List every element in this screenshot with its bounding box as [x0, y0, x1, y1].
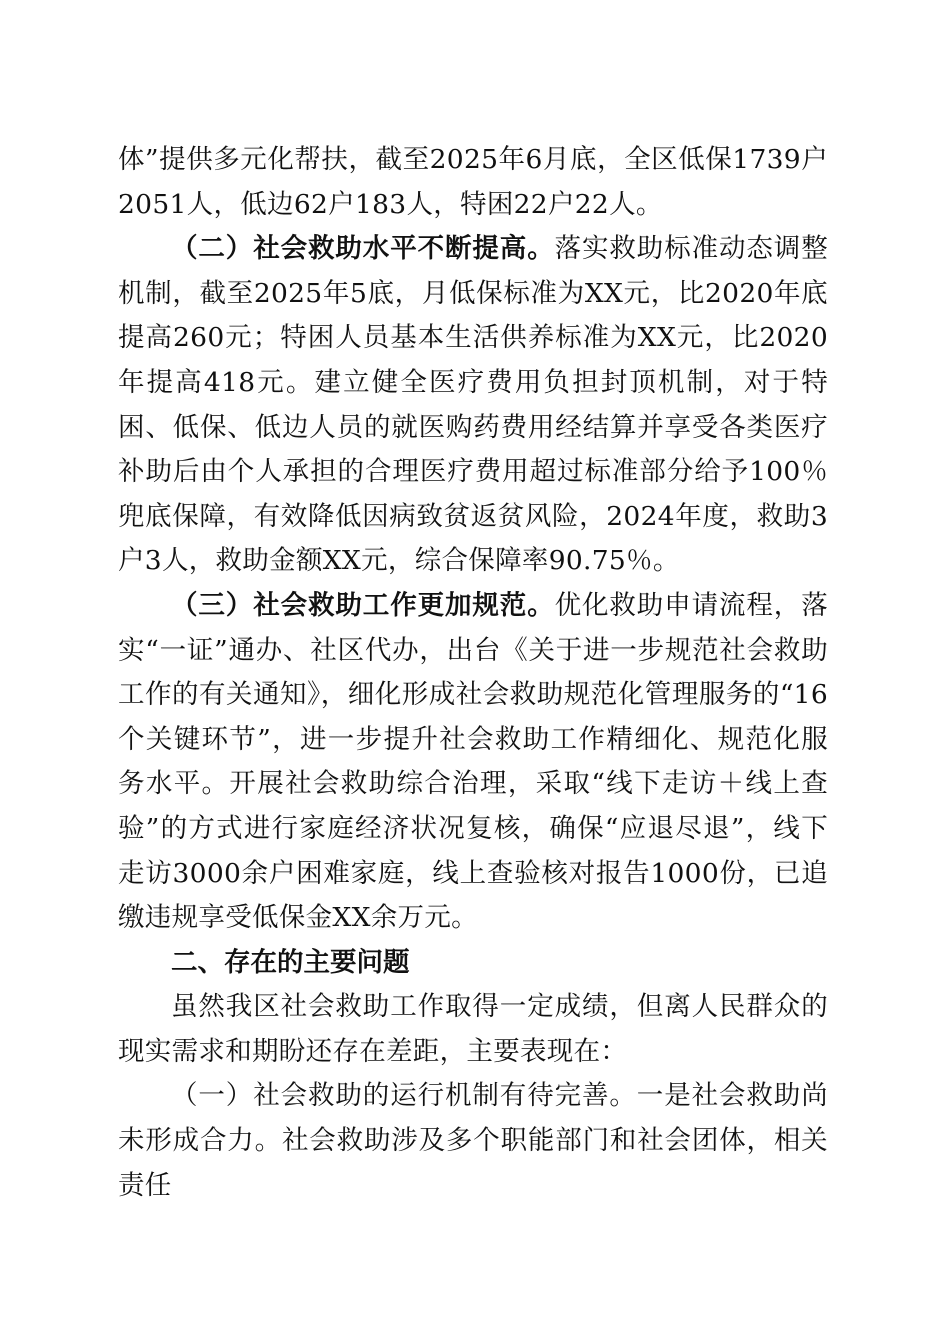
paragraph-text: 虽然我区社会救助工作取得一定成绩，但离人民群众的现实需求和期盼还存在差距，主要表现在： — [118, 991, 828, 1067]
paragraph-text: 优化救助申请流程，落实“一证”通办、社区代办，出台《关于进一步规范社会救助工作的有关通知》，细化形成社会救助规范化管理服务的“16个关键环节”，进一步提升社会救助工作精细化、规范化服务水平。开展社会救助综合治理，采取“线下走访＋线上查验”的方式进行家庭经济状况复核，确保“应退尽退”，线下走访3000余户困难家庭，线上查验核对报告1000份，已追缴违规享受低保金XX余万元。 — [118, 589, 829, 934]
paragraph-lead: （三）社会救助工作更加规范。 — [171, 589, 555, 621]
paragraph-social-assistance-standardization — [118, 584, 828, 941]
paragraph-problems-intro — [118, 985, 828, 1074]
paragraph-operating-mechanism — [118, 1074, 828, 1208]
paragraph-social-assistance-level — [118, 227, 828, 584]
paragraph-lead: （一）社会救助的运行机制有待完善。 — [171, 1080, 637, 1112]
paragraph-text: 落实救助标准动态调整机制，截至2025年5底，月低保标准为XX元，比2020年底提高260元；特困人员基本生活供养标准为XX元，比2020年提高418元。建立健全医疗费用负担封顶机制，对于特困、低保、低边人员的就医购药费用经结算并享受各类医疗补助后由个人承担的合理医疗费用超过标准部分给予100％兜底保障，有效降低因病致贫返贫风险，2024年度，救助3户3人，救助金额XX元，综合保障率90.75％。 — [118, 233, 829, 577]
paragraph-lead: （二）社会救助水平不断提高。 — [171, 233, 555, 265]
paragraph-text: 一是社会救助尚未形成合力。社会救助涉及多个职能部门和社会团体，相关责任 — [118, 1080, 828, 1201]
section-heading: 二、存在的主要问题 — [171, 946, 410, 978]
document-page — [118, 138, 828, 1208]
paragraph-text: 体”提供多元化帮扶，截至2025年6月底，全区低保1739户2051人，低边62户183人，特困22户22人。 — [118, 144, 828, 220]
paragraph-continuation — [118, 138, 828, 227]
